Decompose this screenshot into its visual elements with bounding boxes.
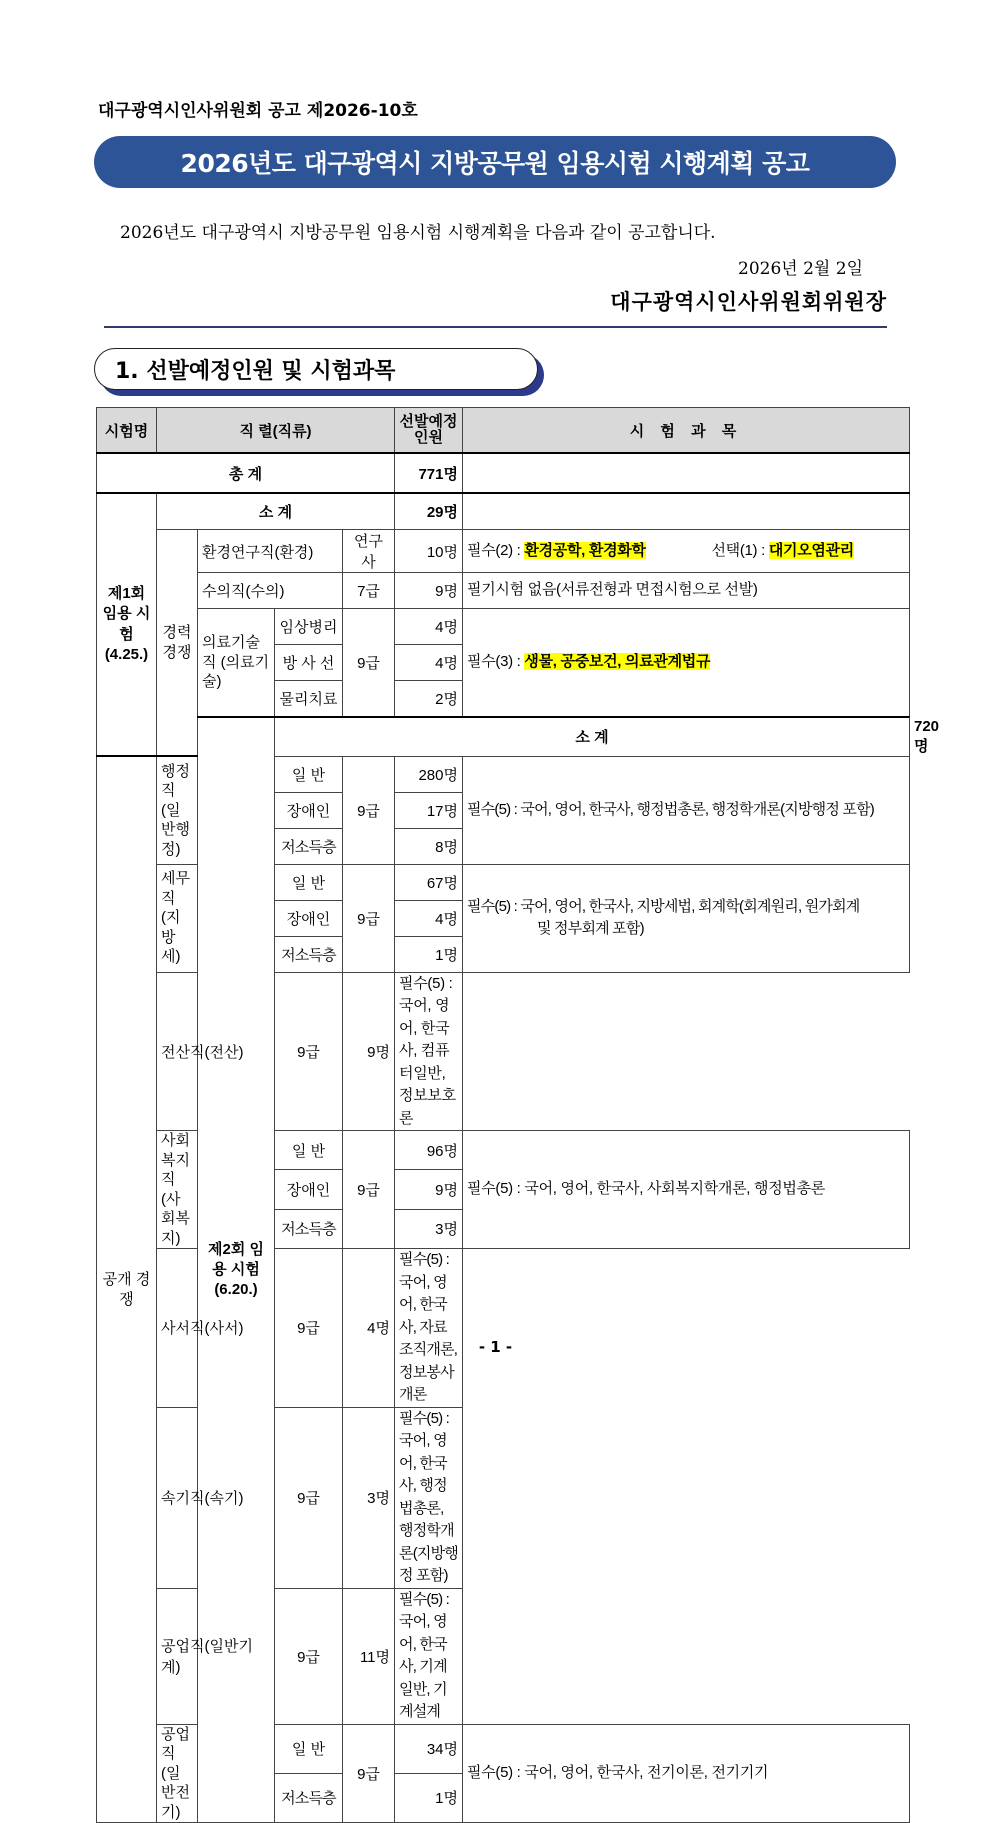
subjects-admin: 필수(5) : 국어, 영어, 한국사, 행정법총론, 행정학개론(지방행정 포함) (463, 756, 910, 864)
grade-sw: 9급 (343, 1131, 395, 1249)
series-it: 전산직(전산) (157, 972, 275, 1131)
count-it: 9명 (343, 972, 395, 1131)
subjects-elec: 필수(5) : 국어, 영어, 한국사, 전기이론, 전기기기 (463, 1724, 910, 1823)
sub-med-2: 방 사 선 (275, 645, 343, 681)
count-tax-2: 4명 (395, 900, 463, 936)
exam1-label: 제1회 임용 시험 (4.25.) (97, 493, 157, 756)
series-mech: 공업직(일반기계) (157, 1588, 275, 1724)
sub-admin-1: 일 반 (275, 756, 343, 792)
grade-elec: 9급 (343, 1724, 395, 1823)
header-series: 직 렬(직류) (157, 408, 395, 454)
signer: 대구광역시인사위원회위원장 (610, 290, 887, 314)
sub-sw-3: 저소득층 (275, 1209, 343, 1248)
table-header-row (97, 408, 910, 454)
total-row (97, 453, 910, 493)
series-vet: 수의직(수의) (198, 573, 343, 609)
header-divider (104, 326, 887, 328)
header-subjects: 시 험 과 목 (463, 408, 910, 454)
recruitment-table (96, 407, 940, 1823)
sub-tax-1: 일 반 (275, 864, 343, 900)
series-sten: 속기직(속기) (157, 1407, 275, 1588)
header-exam: 시험명 (97, 408, 157, 454)
section-heading (94, 348, 538, 390)
sub-tax-2: 장애인 (275, 900, 343, 936)
grade-mech: 9급 (275, 1588, 343, 1724)
count-med-2: 4명 (395, 645, 463, 681)
document-title: 2026년도 대구광역시 지방공무원 임용시험 시행계획 공고 (180, 149, 810, 178)
grade-tax: 9급 (343, 864, 395, 972)
series-sw: 사회복지직 (사회복지) (157, 1131, 198, 1249)
sub-med-1: 임상병리 (275, 609, 343, 645)
table-row (97, 1407, 910, 1588)
count-lib: 4명 (343, 1249, 395, 1408)
table-row (97, 493, 910, 530)
page-number: - 1 - (478, 1338, 513, 1356)
table-row (97, 609, 910, 645)
exam1-subtotal-subjects (463, 493, 910, 530)
section-heading-box (94, 348, 538, 390)
total-label: 총 계 (97, 453, 395, 493)
series-env: 환경연구직(환경) (198, 530, 343, 573)
sub-admin-2: 장애인 (275, 792, 343, 828)
count-env: 10명 (395, 530, 463, 573)
series-elec: 공업직 (일반전기) (157, 1724, 198, 1823)
subjects-med: 필수(3) : 생물, 공중보건, 의료관계법규 (463, 609, 910, 718)
notice-date: 2026년 2월 2일 (738, 259, 863, 279)
count-admin-3: 8명 (395, 828, 463, 864)
count-tax-1: 67명 (395, 864, 463, 900)
grade-vet: 7급 (343, 573, 395, 609)
exam1-type: 경력 경쟁 (157, 530, 198, 757)
series-med: 의료기술직 (의료기술) (198, 609, 275, 718)
sub-med-3: 물리치료 (275, 681, 343, 718)
subjects-tax: 필수(5) : 국어, 영어, 한국사, 지방세법, 회계학(회계원리, 원가회계 및 정부회계 포함) (463, 864, 910, 972)
count-elec-1: 34명 (395, 1724, 463, 1773)
sub-admin-3: 저소득층 (275, 828, 343, 864)
header-count: 선발예정 인원 (395, 408, 463, 454)
sub-sw-2: 장애인 (275, 1170, 343, 1209)
count-sw-2: 9명 (395, 1170, 463, 1209)
count-admin-1: 280명 (395, 756, 463, 792)
sub-sw-1: 일 반 (275, 1131, 343, 1170)
series-admin: 행정직 (일반행정) (157, 756, 198, 864)
series-lib: 사서직(사서) (157, 1249, 275, 1408)
intro-text: 2026년도 대구광역시 지방공무원 임용시험 시행계획을 다음과 같이 공고합니다. (120, 223, 716, 243)
total-subjects (463, 453, 910, 493)
subjects-env: 필수(2) : 환경공학, 환경화학 선택(1) : 대기오염관리 (463, 530, 910, 573)
section-title: 1. 선발예정인원 및 시험과목 (115, 358, 396, 384)
sub-elec-2: 저소득층 (275, 1773, 343, 1822)
count-mech: 11명 (343, 1588, 395, 1724)
subjects-lib: 필수(5) : 국어, 영어, 한국사, 자료조직개론, 정보봉사개론 (395, 1249, 463, 1408)
exam1-subtotal-label: 소 계 (157, 493, 395, 530)
count-med-1: 4명 (395, 609, 463, 645)
grade-med: 9급 (343, 609, 395, 718)
count-admin-2: 17명 (395, 792, 463, 828)
grade-it: 9급 (275, 972, 343, 1131)
count-sten: 3명 (343, 1407, 395, 1588)
count-tax-3: 1명 (395, 936, 463, 972)
grade-env: 연구사 (343, 530, 395, 573)
exam2-type: 공개 경쟁 (97, 756, 157, 1823)
grade-lib: 9급 (275, 1249, 343, 1408)
subjects-sten: 필수(5) : 국어, 영어, 한국사, 행정법총론, 행정학개론(지방행정 포함) (395, 1407, 463, 1588)
notice-number: 대구광역시인사위원회 공고 제2026-10호 (98, 101, 418, 121)
count-sw-1: 96명 (395, 1131, 463, 1170)
subjects-it: 필수(5) : 국어, 영어, 한국사, 컴퓨터일반, 정보보호론 (395, 972, 463, 1131)
subjects-mech: 필수(5) : 국어, 영어, 한국사, 기계일반, 기계설계 (395, 1588, 463, 1724)
table-row: 제2회 임용 시험 (6.20.) 소 계 720명 (97, 717, 910, 756)
sub-elec-1: 일 반 (275, 1724, 343, 1773)
grade-sten: 9급 (275, 1407, 343, 1588)
subjects-sw: 필수(5) : 국어, 영어, 한국사, 사회복지학개론, 행정법총론 (463, 1131, 910, 1249)
exam2-subtotal-label: 소 계 (275, 717, 910, 756)
table-row (97, 1588, 910, 1724)
count-elec-2: 1명 (395, 1773, 463, 1822)
grade-admin: 9급 (343, 756, 395, 864)
table-row (97, 573, 910, 609)
subjects-vet: 필기시험 없음(서류전형과 면접시험으로 선발) (463, 573, 910, 609)
exam1-subtotal: 29명 (395, 493, 463, 530)
exam2-label: 제2회 임용 시험 (6.20.) (198, 717, 275, 1823)
table-row (97, 972, 910, 1131)
total-count: 771명 (395, 453, 463, 493)
document-title-banner (94, 136, 896, 188)
sub-tax-3: 저소득층 (275, 936, 343, 972)
count-med-3: 2명 (395, 681, 463, 718)
table-row (97, 530, 910, 573)
series-tax: 세무직 (지방세) (157, 864, 198, 972)
count-vet: 9명 (395, 573, 463, 609)
count-sw-3: 3명 (395, 1209, 463, 1248)
